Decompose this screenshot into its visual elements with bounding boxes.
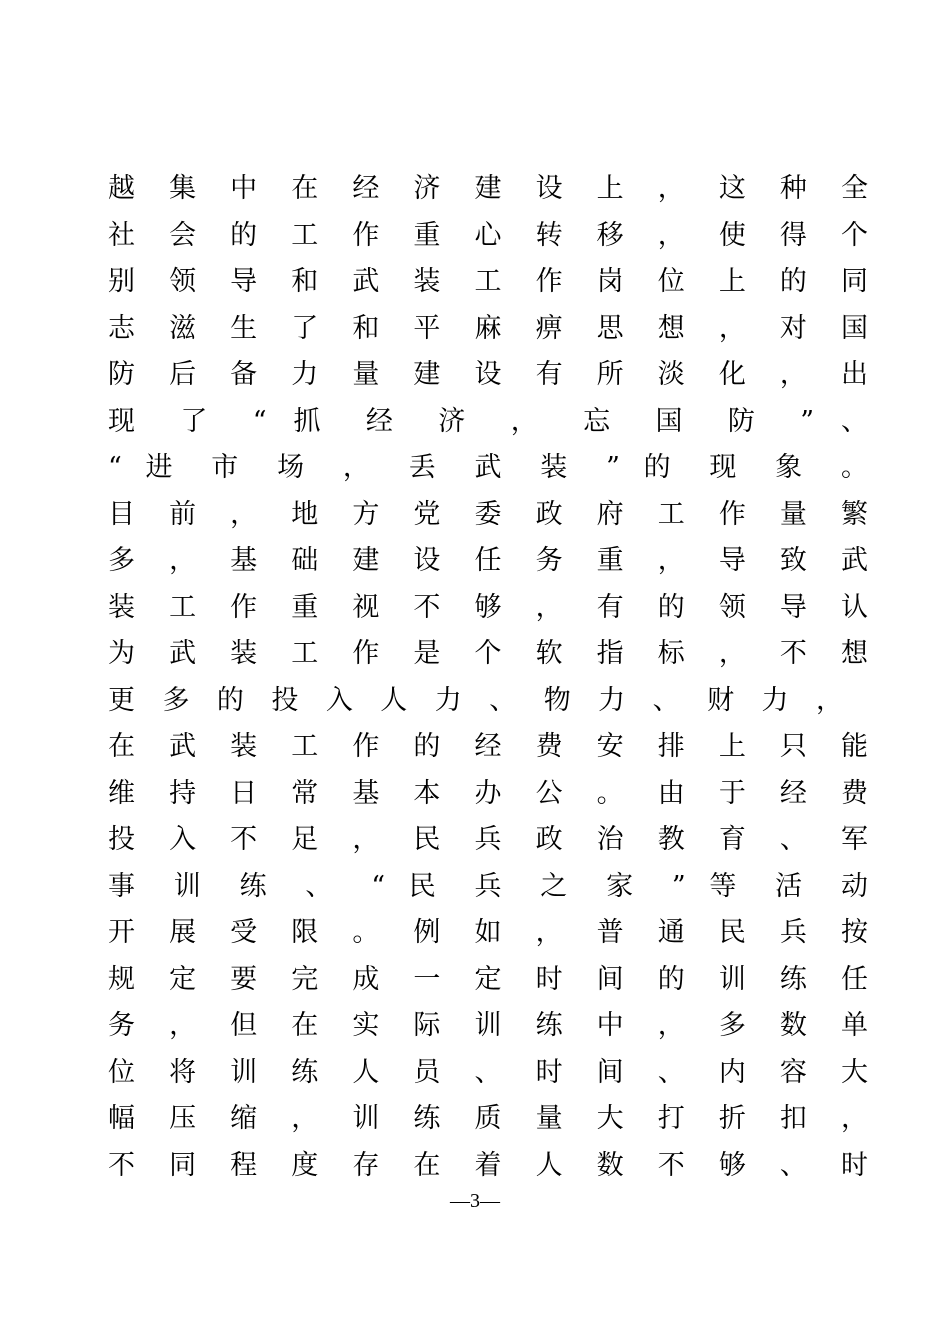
text-line: 目 前 ， 地 方 党 委 政 府 工 作 量 繁 (108, 498, 868, 530)
text-line: 位 将 训 练 人 员 、 时 间 、 内 容 大 (108, 1056, 868, 1088)
text-line: 投 入 不 足 ， 民 兵 政 治 教 育 、 军 (108, 824, 868, 855)
text-line: 维 持 日 常 基 本 办 公 。 由 于 经 费 (108, 777, 868, 809)
text-line: 现 了 “ 抓 经 济 ， 忘 国 防 ” 、 (108, 405, 868, 437)
text-line: 规 定 要 完 成 一 定 时 间 的 训 练 任 (108, 963, 868, 995)
text-line: 多 ， 基 础 建 设 任 务 重 ， 导 致 武 (108, 545, 868, 576)
text-line: 务 ， 但 在 实 际 训 练 中 ， 多 数 单 (108, 1010, 868, 1041)
text-line: 社 会 的 工 作 重 心 转 移 ， 使 得 个 (108, 219, 868, 251)
page-number: —3— (450, 1190, 500, 1212)
text-line: 幅 压 缩 ， 训 练 质 量 大 打 折 扣 ， (108, 1103, 868, 1134)
text-line: 在 武 装 工 作 的 经 费 安 排 上 只 能 (108, 731, 868, 762)
text-line: 装 工 作 重 视 不 够 ， 有 的 领 导 认 (108, 591, 868, 623)
text-line: 不 同 程 度 存 在 着 人 数 不 够 、 时 (108, 1149, 868, 1181)
text-line: 别 领 导 和 武 装 工 作 岗 位 上 的 同 (108, 266, 868, 297)
text-line: “ 进 市 场 ， 丢 武 装 ” 的 现 象 。 (108, 452, 868, 483)
text-line: 越 集 中 在 经 济 建 设 上 ， 这 种 全 (108, 173, 868, 204)
text-line: 志 滋 生 了 和 平 麻 痹 思 想 ， 对 国 (108, 312, 868, 344)
text-line: 防 后 备 力 量 建 设 有 所 淡 化 ， 出 (108, 359, 868, 390)
text-line: 开 展 受 限 。 例 如 ， 普 通 民 兵 按 (108, 917, 868, 948)
text-line: 为 武 装 工 作 是 个 软 指 标 ， 不 想 (108, 638, 868, 669)
text-line: 更 多 的 投 入 人 力 、 物 力 、 财 力 ， (108, 684, 843, 716)
text-line: 事 训 练 、 “ 民 兵 之 家 ” 等 活 动 (108, 870, 868, 902)
